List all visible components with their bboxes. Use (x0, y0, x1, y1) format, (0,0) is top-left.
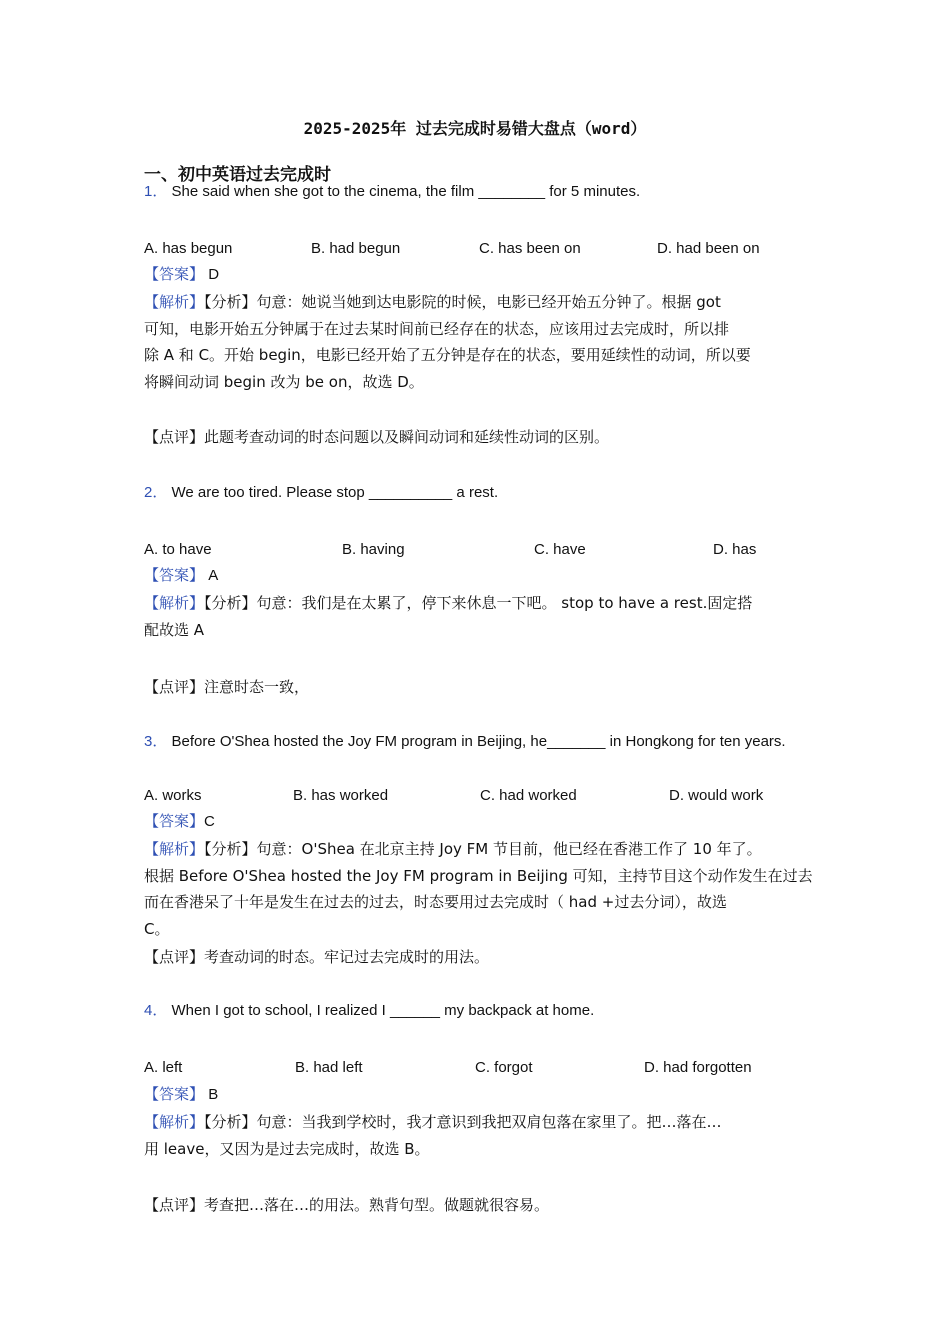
analysis-line: 【解析】【分析】句意：O'Shea 在北京主持 Joy FM 节目前，他已经在香港工作了 10 年了。 (144, 840, 762, 858)
answer-tag: 【答案】 (144, 266, 205, 283)
question-1-stem (144, 182, 640, 202)
option-c: C. forgot (475, 1059, 533, 1076)
analysis-line: 【解析】【分析】句意：我们是在太累了，停下来休息一下吧。 stop to have a rest.固定搭 (144, 594, 753, 612)
section-heading: 一、初中英语过去完成时 (144, 165, 331, 185)
analysis-block (144, 289, 824, 395)
answer-value: B (208, 1086, 219, 1103)
question-text: Before O'Shea hosted the Joy FM program in Beijing, he_______ in Hongkong for ten years. (171, 733, 786, 750)
answer-value: C (204, 813, 215, 830)
analysis-line: 而在香港呆了十年是发生在过去的过去，时态要用过去完成时（ had +过去分词），故选 (144, 893, 727, 911)
analysis-block (144, 590, 824, 643)
option-c: C. has been on (479, 240, 581, 257)
option-a: A. works (144, 787, 202, 804)
analysis-line: 可知，电影开始五分钟属于在过去某时间前已经存在的状态，应该用过去完成时，所以排 (144, 319, 730, 338)
question-number: 1． (144, 183, 168, 200)
analysis-tag: 【解析】 (144, 594, 205, 612)
question-number: 3． (144, 733, 168, 750)
analysis-line: 【解析】【分析】句意：她说当她到达电影院的时候，电影已经开始五分钟了。根据 got (144, 293, 721, 311)
analysis-line: 除 A 和 C。开始 begin，电影已经开始了五分钟是存在的状态，要用延续性的动词，所以要 (144, 346, 751, 364)
option-a: A. has begun (144, 240, 233, 257)
answer-tag: 【答案】 (144, 567, 205, 584)
question-3-stem (144, 732, 786, 752)
option-b: B. had begun (311, 240, 401, 257)
answer-line (144, 812, 215, 832)
analysis-line: 用 leave，又因为是过去完成时，故选 B。 (144, 1139, 430, 1158)
option-b: B. has worked (293, 787, 389, 804)
option-a: A. left (144, 1059, 183, 1076)
analysis-block (144, 1109, 824, 1162)
option-c: C. had worked (480, 787, 577, 804)
analysis-line: 根据 Before O'Shea hosted the Joy FM program in Beijing 可知，主持节目这个动作发生在过去 (144, 866, 813, 885)
analysis-line: 配故选 A (144, 620, 205, 639)
answer-line (144, 566, 218, 586)
comment-line: 【点评】考查动词的时态。牢记过去完成时的用法。 (144, 948, 490, 966)
comment-line: 【点评】注意时态一致， (144, 678, 310, 696)
comment-line: 【点评】此题考查动词的时态问题以及瞬间动词和延续性动词的区别。 (144, 428, 610, 446)
answer-line (144, 1085, 218, 1105)
option-a: A. to have (144, 541, 212, 558)
analysis-tag: 【解析】 (144, 840, 205, 858)
question-text: When I got to school, I realized I ______ my backpack at home. (171, 1002, 595, 1019)
option-d: D. had been on (657, 240, 760, 257)
question-2-stem (144, 483, 498, 503)
option-d: D. had forgotten (644, 1059, 752, 1076)
answer-tag: 【答案】 (144, 813, 205, 830)
question-4-stem (144, 1001, 594, 1021)
option-c: C. have (534, 541, 586, 558)
answer-value: A (208, 567, 219, 584)
answer-line (144, 265, 219, 285)
document-title: 2025-2025年 过去完成时易错大盘点（word） (303, 119, 647, 138)
analysis-line: 【解析】【分析】句意：当我到学校时，我才意识到我把双肩包落在家里了。把…落在… (144, 1113, 722, 1131)
comment-line: 【点评】考查把…落在…的用法。熟背句型。做题就很容易。 (144, 1196, 550, 1214)
answer-value: D (208, 266, 220, 283)
analysis-line: C。 (144, 919, 170, 938)
answer-tag: 【答案】 (144, 1086, 205, 1103)
question-text: She said when she got to the cinema, the film ________ for 5 minutes. (171, 183, 641, 200)
option-b: B. had left (295, 1059, 363, 1076)
option-d: D. has (713, 541, 757, 558)
question-number: 4． (144, 1002, 168, 1019)
question-number: 2． (144, 484, 168, 501)
option-b: B. having (342, 541, 405, 558)
analysis-tag: 【解析】 (144, 1113, 205, 1131)
analysis-line: 将瞬间动词 begin 改为 be on，故选 D。 (144, 372, 424, 391)
analysis-tag: 【解析】 (144, 293, 205, 311)
question-text: We are too tired. Please stop __________ a rest. (171, 484, 499, 501)
analysis-block (144, 836, 824, 942)
option-d: D. would work (669, 787, 764, 804)
